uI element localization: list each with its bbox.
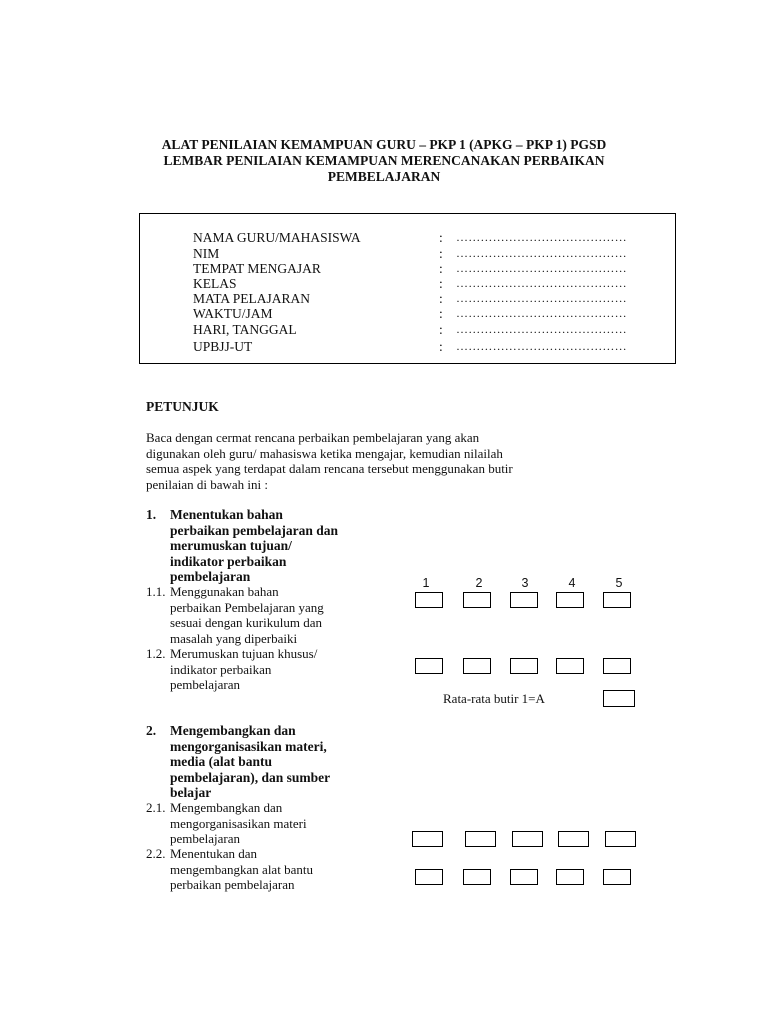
section-title-line: mengorganisasikan materi, xyxy=(170,738,327,754)
scale-label-3: 3 xyxy=(521,576,529,590)
info-fill-line[interactable]: …………………………………… xyxy=(456,339,627,353)
info-fill-line[interactable]: …………………………………… xyxy=(456,276,627,290)
item-text-line: pembelajaran xyxy=(170,831,241,846)
score-box-2-2-3[interactable] xyxy=(510,869,538,885)
score-box-1-1-1[interactable] xyxy=(415,592,443,608)
score-box-1-2-3[interactable] xyxy=(510,658,538,674)
section-title-line: belajar xyxy=(170,785,212,800)
info-colon: : xyxy=(439,246,443,261)
info-colon: : xyxy=(439,306,443,321)
item-2-1-number: 2.1. xyxy=(146,800,166,815)
section-title-line: indikator perbaikan xyxy=(170,553,287,569)
info-colon: : xyxy=(439,276,443,291)
item-text-line: mengorganisasikan materi xyxy=(170,815,307,831)
info-fill-line[interactable]: …………………………………… xyxy=(456,291,627,305)
info-label: MATA PELAJARAN xyxy=(193,291,311,306)
average-box-a[interactable] xyxy=(603,690,635,707)
scale-label-1: 1 xyxy=(422,576,430,590)
item-2-2-number: 2.2. xyxy=(146,846,166,861)
score-box-1-1-4[interactable] xyxy=(556,592,584,608)
item-1-1-number: 1.1. xyxy=(146,584,166,599)
score-box-1-1-5[interactable] xyxy=(603,592,631,608)
info-colon: : xyxy=(439,339,443,354)
info-fill-line[interactable]: …………………………………… xyxy=(456,322,627,336)
section-title-line: Menentukan bahan xyxy=(170,507,283,522)
item-text-line: mengembangkan alat bantu xyxy=(170,861,313,877)
section-1-title xyxy=(170,507,338,585)
section-title-line: media (alat bantu xyxy=(170,754,273,769)
section-title-line: Mengembangkan dan xyxy=(170,723,296,738)
item-text-line: perbaikan pembelajaran xyxy=(170,877,295,892)
average-label: Rata-rata butir 1=A xyxy=(443,691,545,706)
item-2-2-text xyxy=(170,846,313,893)
info-label: NAMA GURU/MAHASISWA xyxy=(193,230,361,245)
item-1-2-text xyxy=(170,646,317,693)
score-box-1-1-3[interactable] xyxy=(510,592,538,608)
item-text-line: pembelajaran xyxy=(170,677,241,692)
item-1-1-text xyxy=(170,584,324,646)
item-text-line: indikator perbaikan xyxy=(170,661,272,677)
info-label: TEMPAT MENGAJAR xyxy=(193,261,321,276)
instructions-line: penilaian di bawah ini : xyxy=(146,476,269,492)
item-text-line: sesuai dengan kurikulum dan xyxy=(170,615,322,630)
info-label: KELAS xyxy=(193,276,237,291)
score-box-1-2-4[interactable] xyxy=(556,658,584,674)
score-box-2-2-1[interactable] xyxy=(415,869,443,885)
score-box-2-2-2[interactable] xyxy=(463,869,491,885)
item-text-line: Mengembangkan dan xyxy=(170,800,283,815)
section-title-line: merumuskan tujuan/ xyxy=(170,538,292,553)
info-colon: : xyxy=(439,230,443,245)
score-box-2-1-2[interactable] xyxy=(465,831,496,847)
section-2-title xyxy=(170,723,330,801)
scale-label-2: 2 xyxy=(475,576,483,590)
instructions-line: semua aspek yang terdapat dalam rencana tersebut menggunakan butir xyxy=(146,461,513,476)
info-label: NIM xyxy=(193,246,220,261)
score-box-1-1-2[interactable] xyxy=(463,592,491,608)
identity-box xyxy=(139,213,676,364)
section-1-number: 1. xyxy=(146,507,157,522)
document-title xyxy=(0,137,768,185)
item-text-line: masalah yang diperbaiki xyxy=(170,630,298,646)
title-line-3: PEMBELAJARAN xyxy=(327,169,441,184)
item-text-line: Menentukan dan xyxy=(170,846,258,861)
score-box-1-2-1[interactable] xyxy=(415,658,443,674)
item-1-2-number: 1.2. xyxy=(146,646,166,661)
score-box-2-1-1[interactable] xyxy=(412,831,443,847)
section-title-line: perbaikan pembelajaran dan xyxy=(170,522,339,538)
scale-label-5: 5 xyxy=(615,576,623,590)
instructions-paragraph xyxy=(146,430,566,492)
item-2-1-text xyxy=(170,800,307,847)
info-colon: : xyxy=(439,291,443,306)
item-text-line: Menggunakan bahan xyxy=(170,584,279,599)
score-box-1-2-2[interactable] xyxy=(463,658,491,674)
title-line-1: ALAT PENILAIAN KEMAMPUAN GURU – PKP 1 (APKG – PKP 1) PGSD xyxy=(161,137,607,152)
title-line-2: LEMBAR PENILAIAN KEMAMPUAN MERENCANAKAN PERBAIKAN xyxy=(163,153,605,168)
score-box-2-1-5[interactable] xyxy=(605,831,636,847)
info-fill-line[interactable]: …………………………………… xyxy=(456,261,627,275)
section-title-line: pembelajaran xyxy=(170,569,251,584)
score-box-1-2-5[interactable] xyxy=(603,658,631,674)
score-box-2-1-3[interactable] xyxy=(512,831,543,847)
item-text-line: perbaikan Pembelajaran yang xyxy=(170,599,324,615)
section-2-number: 2. xyxy=(146,723,157,738)
item-text-line: Merumuskan tujuan khusus/ xyxy=(170,646,318,661)
info-fill-line[interactable]: …………………………………… xyxy=(456,306,627,320)
info-label: UPBJJ-UT xyxy=(193,339,253,354)
info-label: HARI, TANGGAL xyxy=(193,322,297,337)
score-box-2-2-4[interactable] xyxy=(556,869,584,885)
instructions-heading: PETUNJUK xyxy=(146,399,219,414)
score-box-2-1-4[interactable] xyxy=(558,831,589,847)
instructions-line: Baca dengan cermat rencana perbaikan pembelajaran yang akan xyxy=(146,430,480,445)
info-label: WAKTU/JAM xyxy=(193,306,273,321)
info-fill-line[interactable]: …………………………………… xyxy=(456,246,627,260)
info-colon: : xyxy=(439,261,443,276)
info-fill-line[interactable]: …………………………………… xyxy=(456,230,627,244)
score-box-2-2-5[interactable] xyxy=(603,869,631,885)
info-colon: : xyxy=(439,322,443,337)
instructions-line: digunakan oleh guru/ mahasiswa ketika mengajar, kemudian nilailah xyxy=(146,445,503,461)
scale-label-4: 4 xyxy=(568,576,576,590)
section-title-line: pembelajaran), dan sumber xyxy=(170,769,331,785)
